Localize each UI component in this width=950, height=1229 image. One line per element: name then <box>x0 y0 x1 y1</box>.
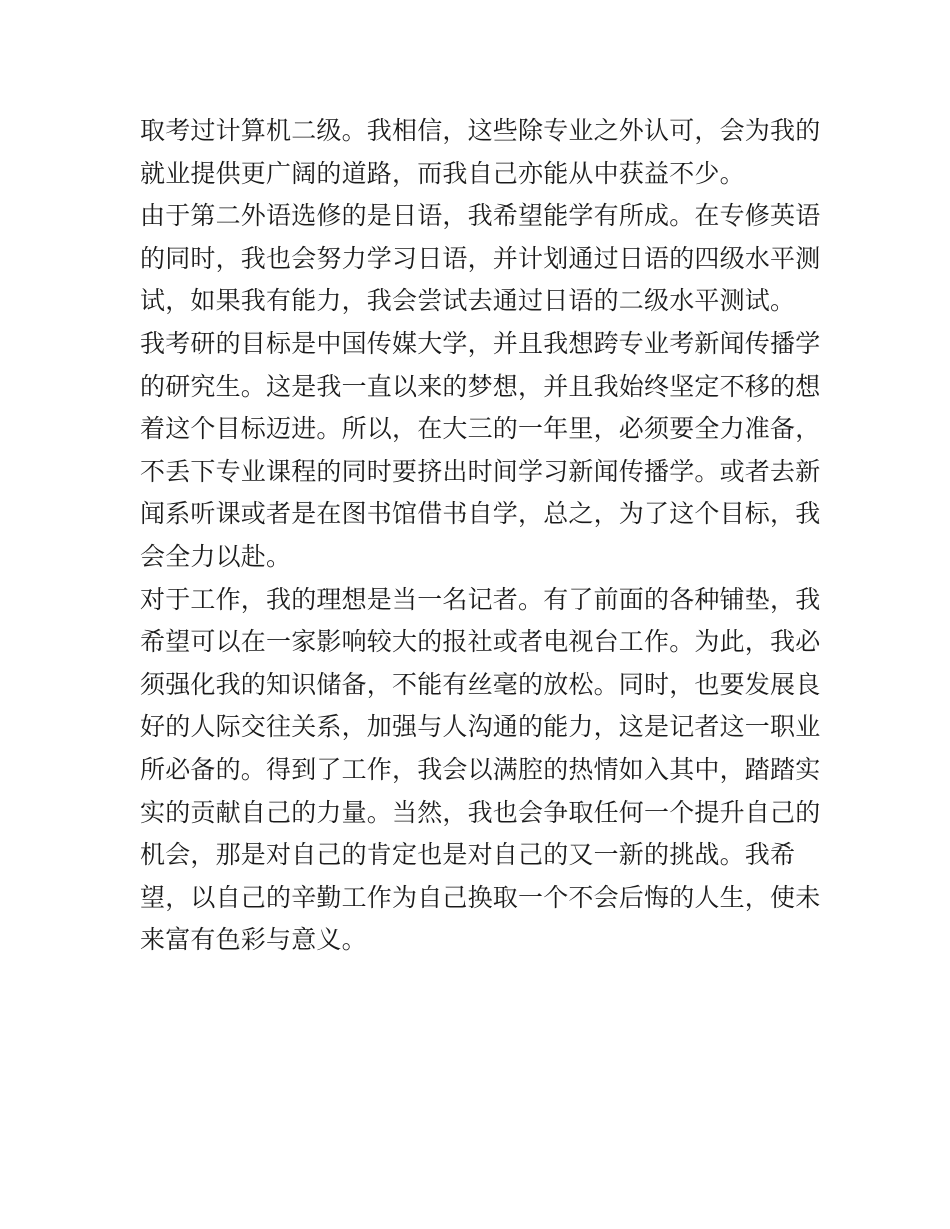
text-line: 来富有色彩与意义。 <box>140 925 367 955</box>
text-line: 试，如果我有能力，我会尝试去通过日语的二级水平测试。 <box>140 286 796 316</box>
text-line: 好的人际交往关系，加强与人沟通的能力，这是记者这一职业 <box>140 712 821 742</box>
text-line: 着这个目标迈进。所以，在大三的一年里，必须要全力准备， <box>140 414 821 444</box>
text-line: 由于第二外语选修的是日语，我希望能学有所成。在专修英语 <box>140 201 821 231</box>
body-text <box>140 110 821 962</box>
text-line: 实的贡献自己的力量。当然，我也会争取任何一个提升自己的 <box>140 797 821 827</box>
text-line: 须强化我的知识储备，不能有丝毫的放松。同时，也要发展良 <box>140 669 821 699</box>
text-line: 闻系听课或者是在图书馆借书自学，总之，为了这个目标，我 <box>140 499 821 529</box>
text-line: 对于工作，我的理想是当一名记者。有了前面的各种铺垫，我 <box>140 584 821 614</box>
text-line: 会全力以赴。 <box>140 541 292 571</box>
text-line: 所必备的。得到了工作，我会以满腔的热情如入其中，踏踏实 <box>140 754 821 784</box>
text-line: 的研究生。这是我一直以来的梦想，并且我始终坚定不移的想 <box>140 371 821 401</box>
text-line: 希望可以在一家影响较大的报社或者电视台工作。为此，我必 <box>140 627 821 657</box>
text-line: 望，以自己的辛勤工作为自己换取一个不会后悔的人生，使未 <box>140 882 821 912</box>
text-line: 就业提供更广阔的道路，而我自己亦能从中获益不少。 <box>140 158 745 188</box>
text-line: 机会，那是对自己的肯定也是对自己的又一新的挑战。我希 <box>140 840 796 870</box>
text-line: 我考研的目标是中国传媒大学，并且我想跨专业考新闻传播学 <box>140 328 821 358</box>
text-line: 的同时，我也会努力学习日语，并计划通过日语的四级水平测 <box>140 243 821 273</box>
text-line: 不丢下专业课程的同时要挤出时间学习新闻传播学。或者去新 <box>140 456 821 486</box>
text-line: 取考过计算机二级。我相信，这些除专业之外认可，会为我的 <box>140 116 821 145</box>
